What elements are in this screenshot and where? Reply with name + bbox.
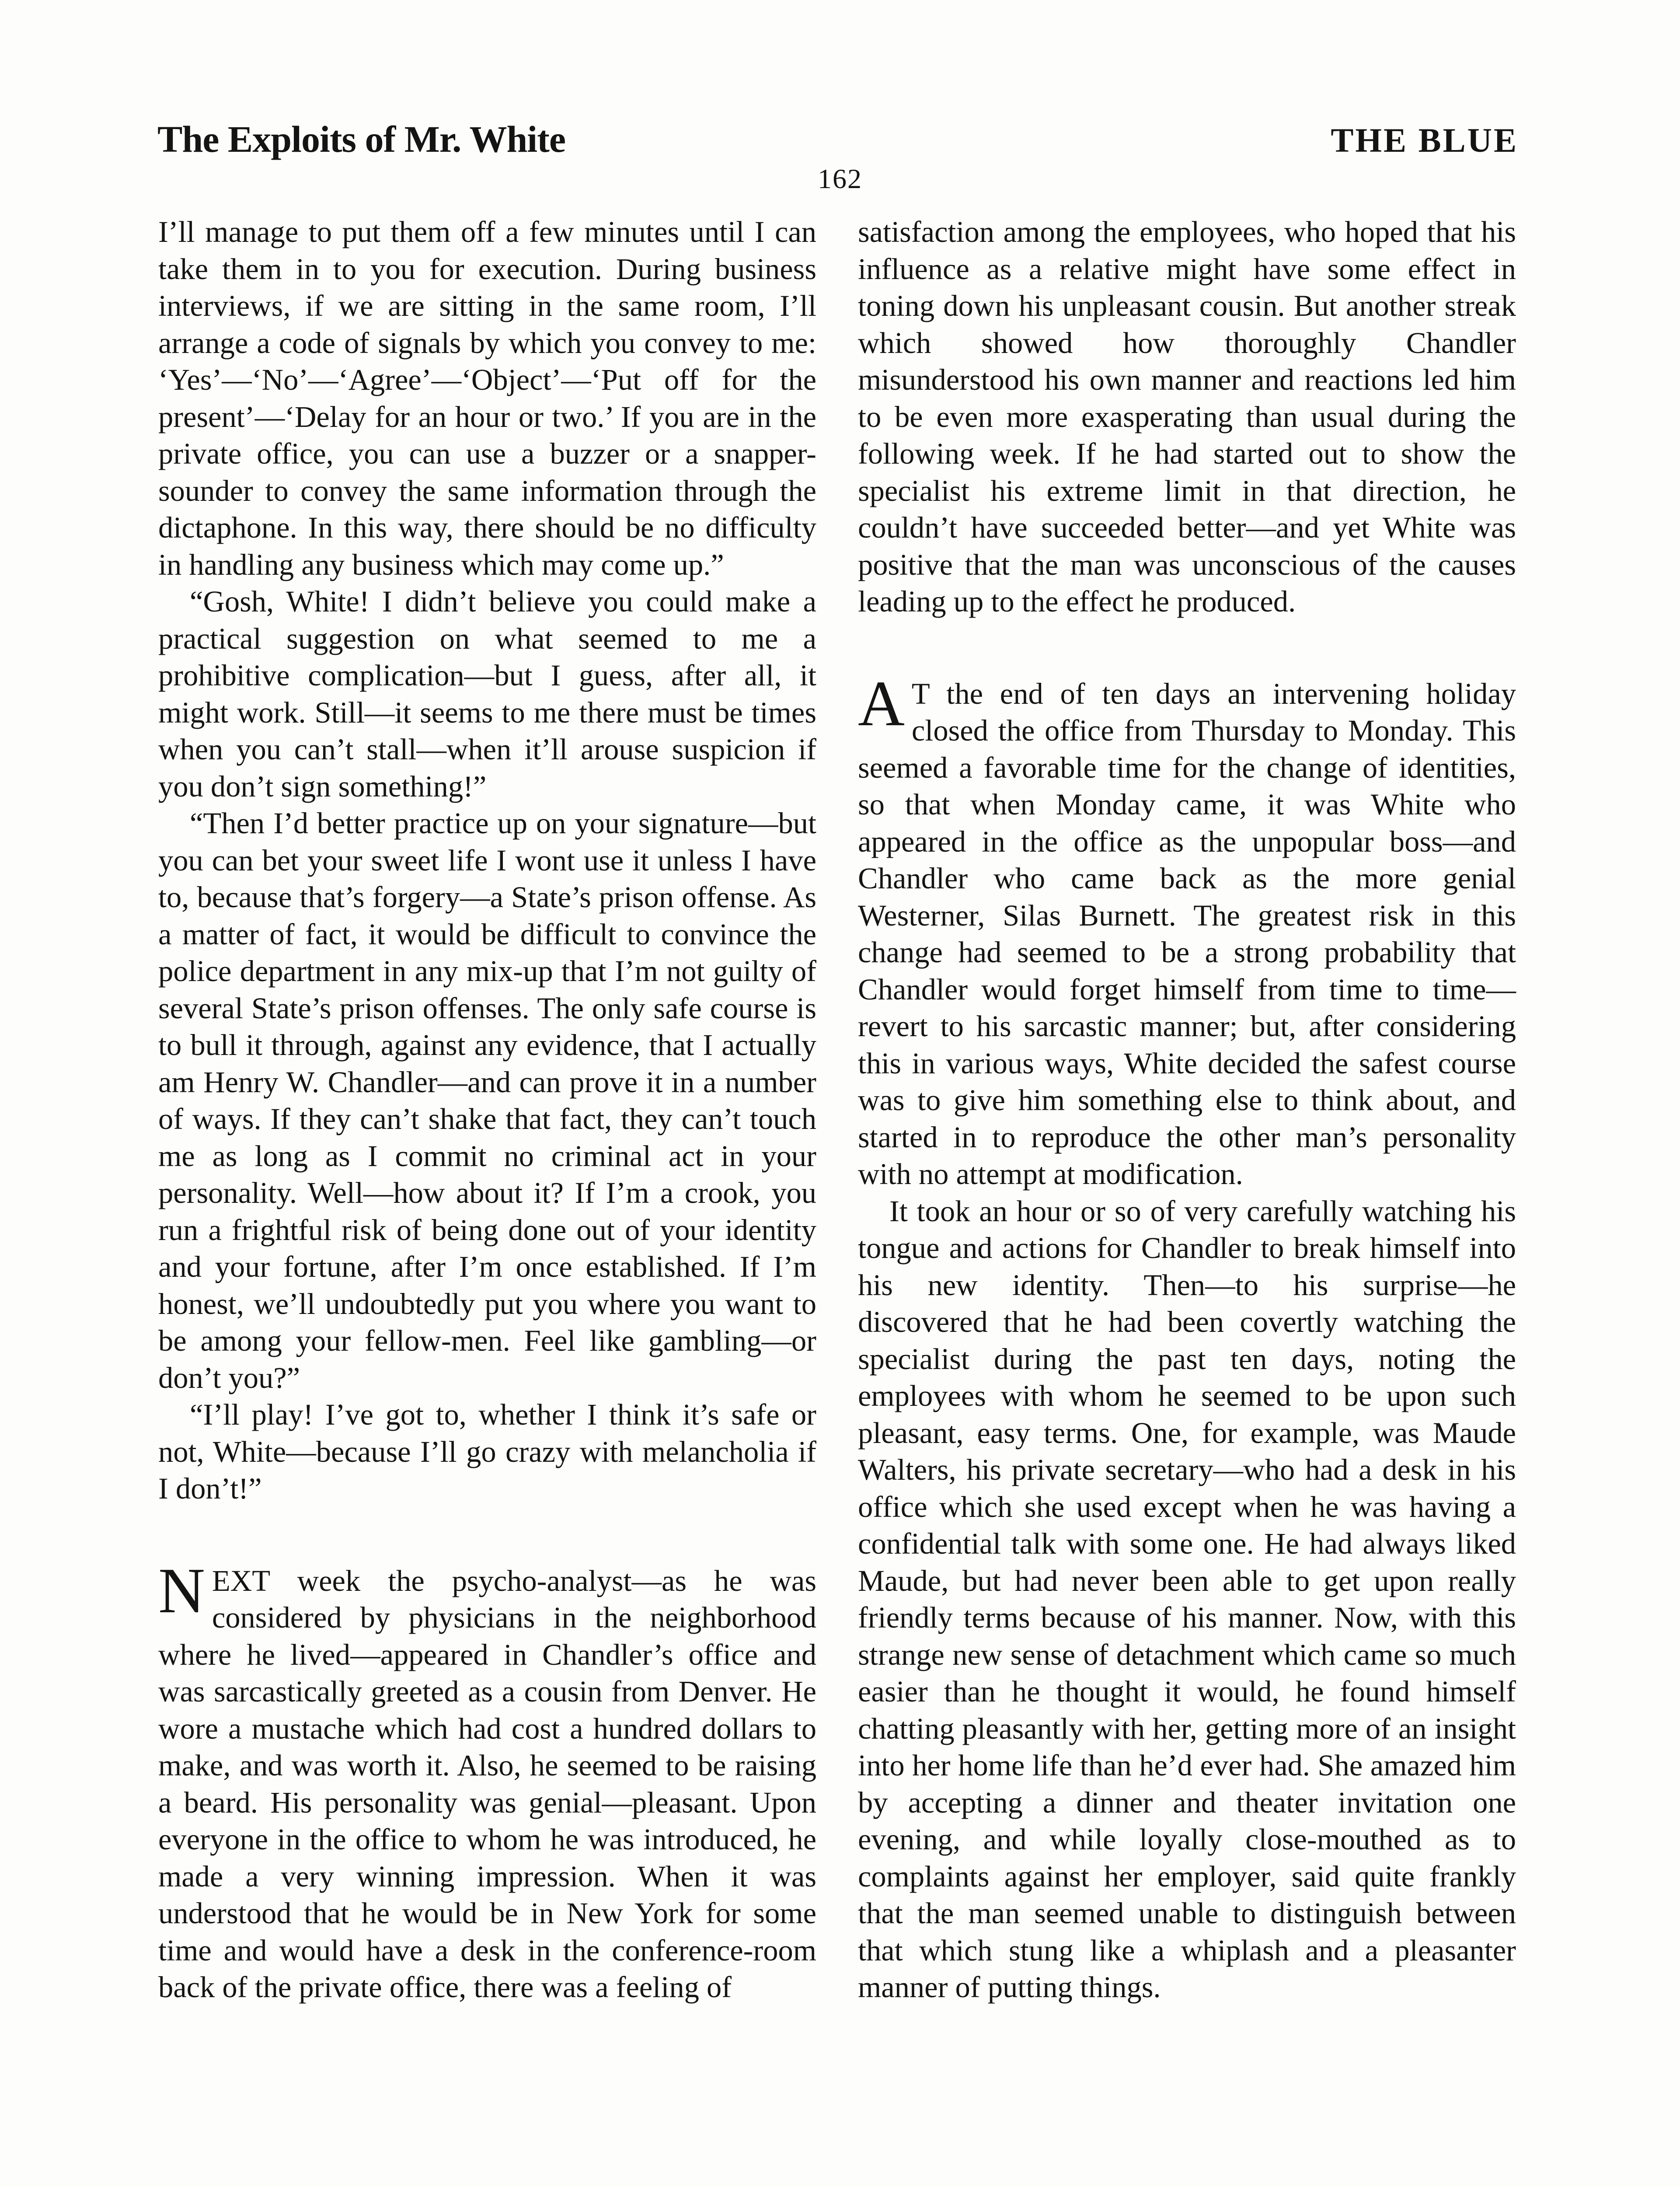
drop-cap: A — [858, 667, 905, 740]
paragraph: It took an hour or so of very carefully watching his tongue and actions for Chandler to break himself into his new identity. Then—to his surprise—he discovered that he had been covertly watching the specialist during the past ten days, noting the employees with whom he seemed to be upon such pleasant, easy terms. One, for example, was Maude Walters, his private secretary—who had a desk in his office which she used except when he was having a confidential talk with some one. He had always liked Maude, but had never been able to get upon really friendly terms because of his manner. Now, with this strange new sense of detachment which came so much easier than he thought it would, he found himself chatting pleasantly with her, getting more of an insight into her home life than he’d ever had. She amazed him by accepting a dinner and theater invitation one evening, and while loyally close-mouthed as to complaints against her employer, said quite frankly that the man seemed unable to distinguish between that which stung like a whiplash and a pleasanter manner of putting things. — [858, 1194, 1516, 2004]
page-number: 162 — [818, 163, 862, 194]
paragraph: I’ll manage to put them off a few minutes until I can take them in to you for execution. During business interviews, if we are sitting in the same room, I’ll arrange a code of signals by which you convey to me: ‘Yes’—‘No’—‘Agree’—‘Object’—‘Put off for the present’—‘Delay for an hour or two.’ If you are in the private office, you can use a buzzer or a snapper-sounder to convey the same information through the dictaphone. In this way, there should be no difficulty in handling any business which may come up.” — [158, 215, 816, 581]
paragraph: “Gosh, White! I didn’t believe you could make a practical suggestion on what seemed to me a prohibitive complication—but I guess, after all, it might work. Still—it seems to me there must be times when you can’t stall—when it’ll arouse suspicion if you don’t sign something!” — [158, 585, 816, 803]
section-text: T the end of ten days an intervening holiday closed the office from Thursday to Monday. This seemed a favorable time for the change of identities, so that when Monday came, it was White who appeared in the office as the unpopular boss—and Chandler who came back as the more genial Westerner, Silas Burnett. The greatest risk in this change had seemed to be a strong probability that Chandler would forget himself from time to time—revert to his sarcastic manner; but, after considering this in various ways, White decided the safest course was to give him something else to think about, and started in to reproduce the other man’s personality with no attempt at modification. — [858, 677, 1516, 1191]
magazine-name: THE BLUE — [1331, 121, 1518, 159]
paragraph: “I’ll play! I’ve got to, whether I think it’s safe or not, White—because I’ll go crazy with melancholia if I don’t!” — [158, 1398, 816, 1505]
running-title: The Exploits of Mr. White — [157, 118, 566, 160]
section-opening-paragraph — [158, 1555, 816, 2006]
paragraph: satisfaction among the employees, who hoped that his influence as a relative might have some effect in toning down his unpleasant cousin. But another streak which showed how thoroughly Chandler misunderstood his own manner and reactions led him to be even more exasperating than usual during the following week. If he had started out to show the specialist his extreme limit in that direction, he couldn’t have succeeded better—and yet White was positive that the man was unconscious of the causes leading up to the effect he produced. — [858, 215, 1516, 618]
left-column — [158, 213, 816, 2006]
section-opening-paragraph — [858, 667, 1516, 1193]
paragraph: “Then I’d better practice up on your signature—but you can bet your sweet life I wont use it unless I have to, because that’s forgery—a State’s prison offense. As a matter of fact, it would be difficult to convince the police department in any mix-up that I’m not guilty of several State’s prison offenses. The only safe course is to bull it through, against any evidence, that I actually am Henry W. Chandler—and can prove it in a number of ways. If they can’t shake that fact, they can’t touch me as long as I commit no criminal act in your personality. Well—how about it? If I’m a crook, you run a frightful risk of being done out of your identity and your fortune, after I’m once established. If I’m honest, we’ll undoubtedly put you where you want to be among your fellow-men. Feel like gambling—or don’t you?” — [158, 807, 816, 1394]
right-column — [858, 213, 1516, 2006]
section-text: EXT week the psycho-analyst—as he was considered by physicians in the neighborhood where he lived—appeared in Chandler’s office and was sarcastically greeted as a cousin from Denver. He wore a mustache which had cost a hundred dollars to make, and was worth it. Also, he seemed to be raising a beard. His personality was genial—pleasant. Upon everyone in the office to whom he was introduced, he made a very winning impression. When it was understood that he would be in New York for some time and would have a desk in the conference-room back of the private office, there was a feeling of — [158, 1564, 816, 2004]
drop-cap: N — [158, 1555, 205, 1627]
